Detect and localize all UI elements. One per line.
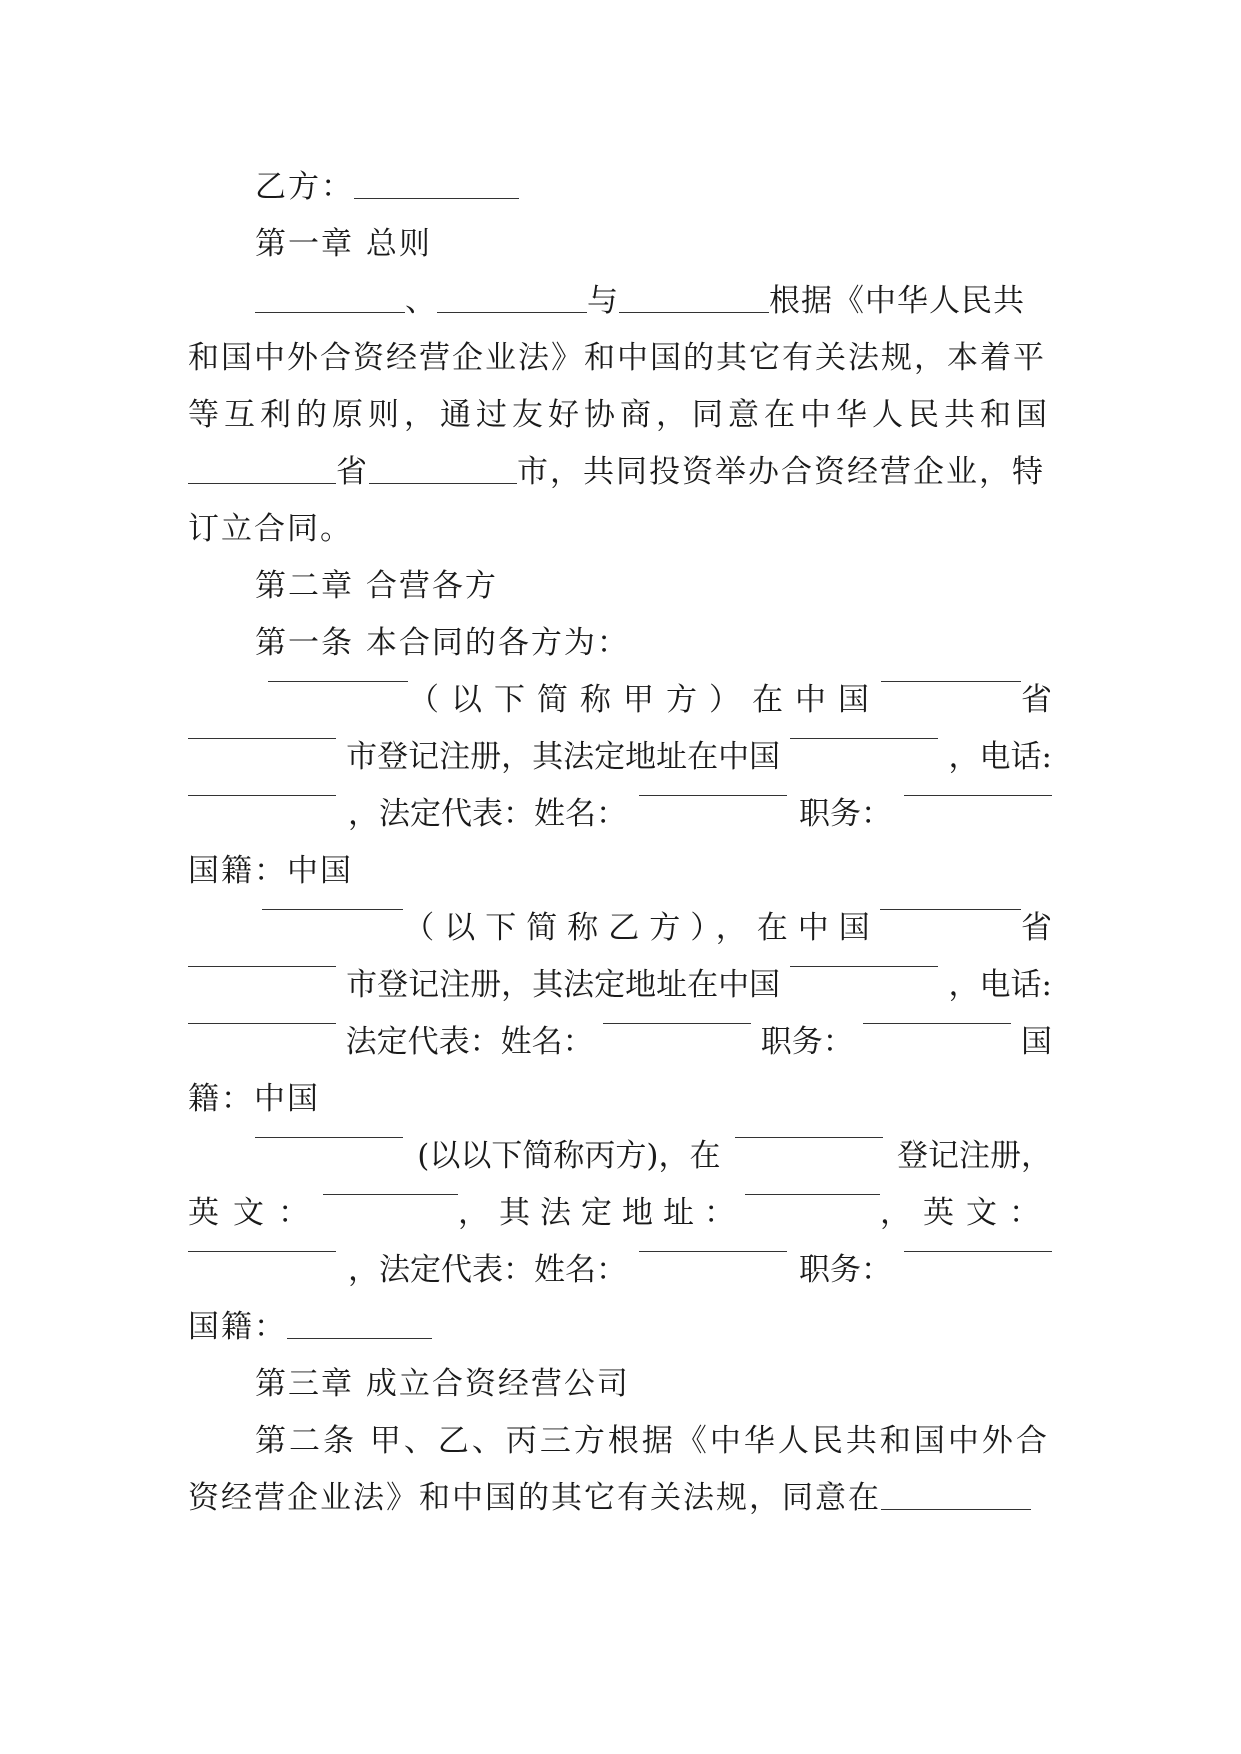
party-c-line-4 [188, 1307, 1052, 1347]
text: 市登记注册，其法定地址在中国 [346, 967, 781, 1003]
blank-field[interactable] [287, 1337, 432, 1339]
text: 国 [1020, 1024, 1052, 1060]
text: 籍：中国 [188, 1081, 320, 1117]
article-2-line-1 [255, 1421, 1052, 1461]
chapter-2-title: 第二章 合营各方 [255, 568, 498, 604]
text: 职务： [799, 1252, 892, 1288]
blank-field[interactable] [880, 908, 1021, 910]
text: ，电话: [948, 739, 1052, 775]
text: 国籍： [188, 1309, 287, 1345]
text: 市登记注册，其法定地址在中国 [346, 739, 781, 775]
blank-field[interactable] [188, 737, 336, 739]
text: ，英文： [880, 1195, 1052, 1231]
party-c-line-2 [188, 1193, 1052, 1233]
blank-field[interactable] [790, 737, 938, 739]
text: 和国中外合资经营企业法》和中国的其它有关法规，本着平 [188, 340, 1046, 376]
para-1-line-3 [188, 395, 1052, 435]
chapter-3-title: 第三章 成立合资经营公司 [255, 1366, 630, 1402]
text: 订立合同。 [188, 511, 353, 547]
para-1-line-4 [188, 452, 1052, 492]
article-2-line-2 [188, 1478, 1052, 1518]
text: 省 [336, 454, 369, 490]
party-b-detail-line-2 [188, 965, 1052, 1005]
text: （以下简称乙方），在中国 [403, 910, 880, 946]
text: 省 [1021, 910, 1052, 946]
blank-field[interactable] [188, 1250, 336, 1252]
chapter-1-heading [255, 224, 1052, 264]
party-a-line-1 [268, 680, 1052, 720]
blank-field[interactable] [255, 311, 405, 313]
text: 第二条 甲、乙、丙三方根据《中华人民共和国中外合 [255, 1423, 1050, 1459]
text: (以以下简称丙方)，在 [417, 1138, 721, 1174]
blank-field[interactable] [639, 794, 787, 796]
blank-field[interactable] [437, 311, 587, 313]
party-a-line-4 [188, 851, 1052, 891]
blank-field[interactable] [188, 794, 336, 796]
blank-field[interactable] [735, 1136, 883, 1138]
party-b-label: 乙方： [255, 169, 354, 205]
blank-field[interactable] [262, 908, 403, 910]
blank-field[interactable] [268, 680, 408, 682]
party-b-detail-line-1 [262, 908, 1052, 948]
para-1-line-2 [188, 338, 1052, 378]
text: 英文： [188, 1195, 323, 1231]
blank-field[interactable] [881, 1508, 1031, 1510]
text: 职务： [799, 796, 892, 832]
text: 与 [587, 283, 619, 319]
text: 、 [405, 283, 437, 319]
blank-field[interactable] [369, 482, 517, 484]
blank-field[interactable] [904, 1250, 1052, 1252]
party-b-detail-line-4 [188, 1079, 1052, 1119]
para-1-line-1 [255, 281, 1052, 321]
blank-field[interactable] [188, 1022, 336, 1024]
text: 资经营企业法》和中国的其它有关法规，同意在 [188, 1480, 881, 1516]
blank-field[interactable] [863, 1022, 1011, 1024]
party-a-line-2 [188, 737, 1052, 777]
party-b-line [255, 167, 1052, 207]
party-c-line-1 [255, 1136, 1052, 1176]
blank-field[interactable] [881, 680, 1021, 682]
party-a-line-3 [188, 794, 1052, 834]
text: 职务： [760, 1024, 854, 1060]
text: 登记注册， [896, 1138, 1052, 1174]
chapter-3-heading [255, 1364, 1052, 1404]
text: 等互利的原则，通过友好协商，同意在中华人民共和国 [188, 397, 1052, 433]
text: （以下简称甲方）在中国 [408, 682, 881, 718]
blank-field[interactable] [188, 482, 336, 484]
text: ，法定代表：姓名： [348, 796, 627, 832]
text: 省 [1021, 682, 1052, 718]
blank-field[interactable] [790, 965, 938, 967]
text: 法定代表：姓名： [345, 1024, 594, 1060]
text: 国籍：中国 [188, 853, 353, 889]
text: 市，共同投资举办合资经营企业，特 [517, 454, 1045, 490]
party-c-line-3 [188, 1250, 1052, 1290]
blank-field[interactable] [639, 1250, 787, 1252]
party-b-detail-line-3 [188, 1022, 1052, 1062]
blank-field[interactable] [354, 197, 519, 199]
text: ，法定代表：姓名： [348, 1252, 627, 1288]
text: 第一条 本合同的各方为： [255, 625, 630, 661]
chapter-1-title: 第一章 总则 [255, 226, 432, 262]
blank-field[interactable] [745, 1193, 880, 1195]
chapter-2-heading [255, 566, 1052, 606]
blank-field[interactable] [255, 1136, 403, 1138]
text: ，其法定地址： [458, 1195, 745, 1231]
blank-field[interactable] [603, 1022, 751, 1024]
article-1-heading [255, 623, 1052, 663]
para-1-line-5 [188, 509, 1052, 549]
blank-field[interactable] [619, 311, 769, 313]
blank-field[interactable] [904, 794, 1052, 796]
text: 根据《中华人民共 [769, 283, 1025, 319]
blank-field[interactable] [188, 965, 336, 967]
blank-field[interactable] [323, 1193, 458, 1195]
text: ，电话: [948, 967, 1052, 1003]
